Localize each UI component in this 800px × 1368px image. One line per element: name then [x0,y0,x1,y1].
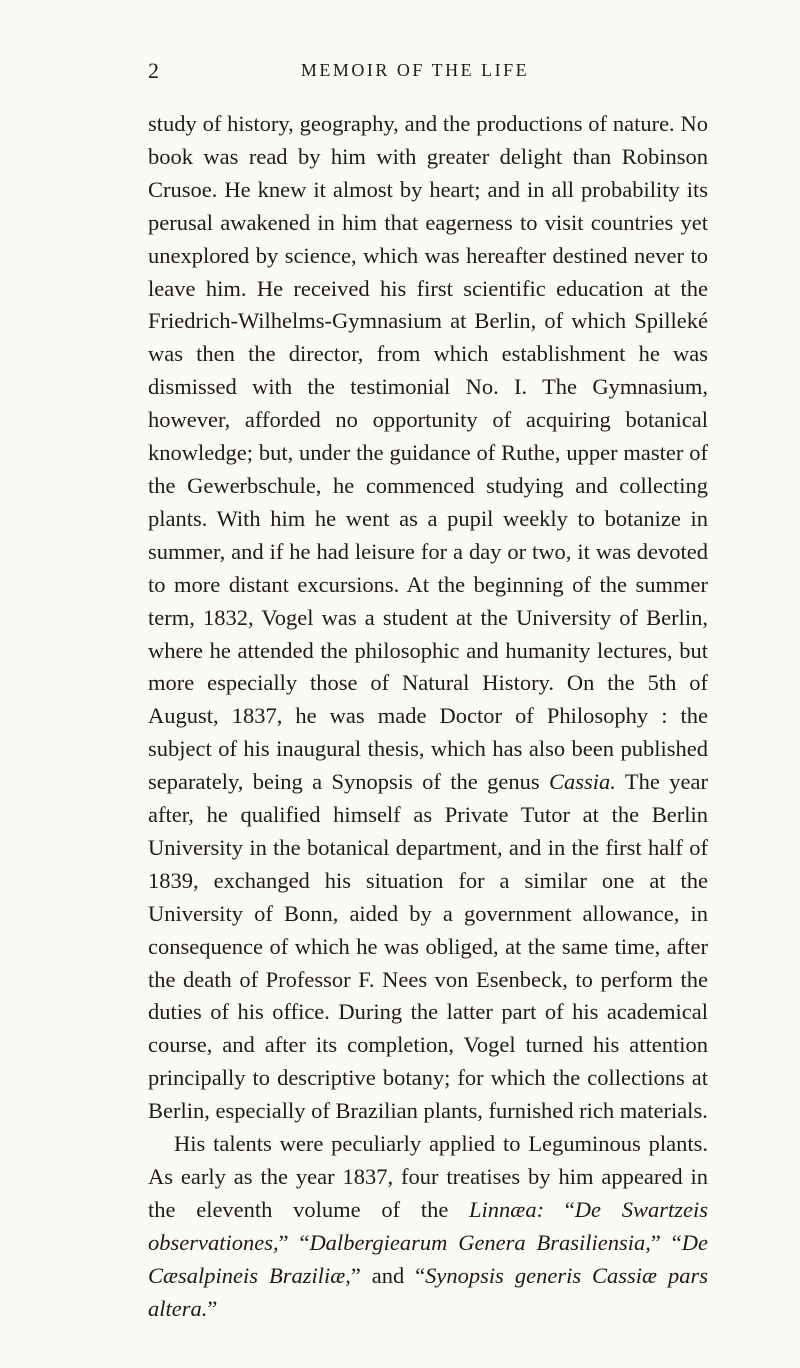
running-header: MEMOIR OF THE LIFE [300,60,530,80]
quote-open: “ [544,1196,575,1222]
treatise-title-2: Dalbergiearum Genera Brasiliensia, [309,1229,651,1255]
paragraph-2 [148,1128,708,1325]
page-number: 2 [148,58,159,83]
paragraph-1-text-after: The year after, he qualified himself as Private Tutor at the Berlin University in the botanical department, and in the first half of 1839, exchanged his situation for a similar one at the University of Bonn, aided by a government allowance, in consequence of which he was obliged, at the same time, after the death of Professor F. Nees von Esenbeck, to perform the duties of his office. During the latter part of his academical course, and after its completion, Vogel turned his attention principally to descriptive botany; for which the collections at Berlin, especially of Brazilian plants, furnished rich materials. [148,769,709,1124]
quote-separator-2: ” “ [650,1229,682,1255]
paragraph-1 [148,108,708,1128]
journal-title: Linnæa: [469,1196,545,1222]
paragraph-1-text: study of history, geography, and the productions of nature. No book was read by him with greater delight than Robinson Crusoe. He knew it almost by heart; and in all probability its perusal awakened in him that eagerness to visit countries yet unexplored by science, which was hereafter destined never to leave him. He received his first scientific education at the Friedrich-Wilhelms-Gymnasium at Berlin, of which Spilleké was then the director, from which establishment he was dismissed with the testimonial No. I. The Gymnasium, however, afforded no opportunity of acquiring botanical knowledge; but, under the guidance of Ruthe, upper master of the Gewerbschule, he commenced studying and collecting plants. With him he went as a pupil weekly to botanize in summer, and if he had leisure for a day or two, it was devoted to more distant excursions. At the beginning of the summer term, 1832, Vogel was a student at the University of Berlin, where he attended the philosophic and humanity lectures, but more especially those of Natural History. On the 5th of August, 1837, he was made Doctor of Philosophy : the subject of his inaugural thesis, which has also been published separately, being a Synopsis of the genus [148,111,708,795]
treatise-title-1: De Swartzeis observationes, [148,1196,709,1255]
quote-separator-3: ” and “ [350,1262,426,1288]
paragraph-2-text: His talents were peculiarly applied to Leguminous plants. As early as the year 1837, four treatises by him appeared in the eleventh volume of the [148,1131,708,1222]
genus-name: Cassia. [549,769,616,795]
body-text [148,108,708,1326]
quote-close: ” [207,1295,218,1321]
treatise-title-4: Synopsis generis Cassiæ pars altera. [148,1262,708,1321]
treatise-title-3: De Cæsalpineis Braziliæ, [148,1229,708,1288]
quote-separator-1: ” “ [278,1229,310,1255]
